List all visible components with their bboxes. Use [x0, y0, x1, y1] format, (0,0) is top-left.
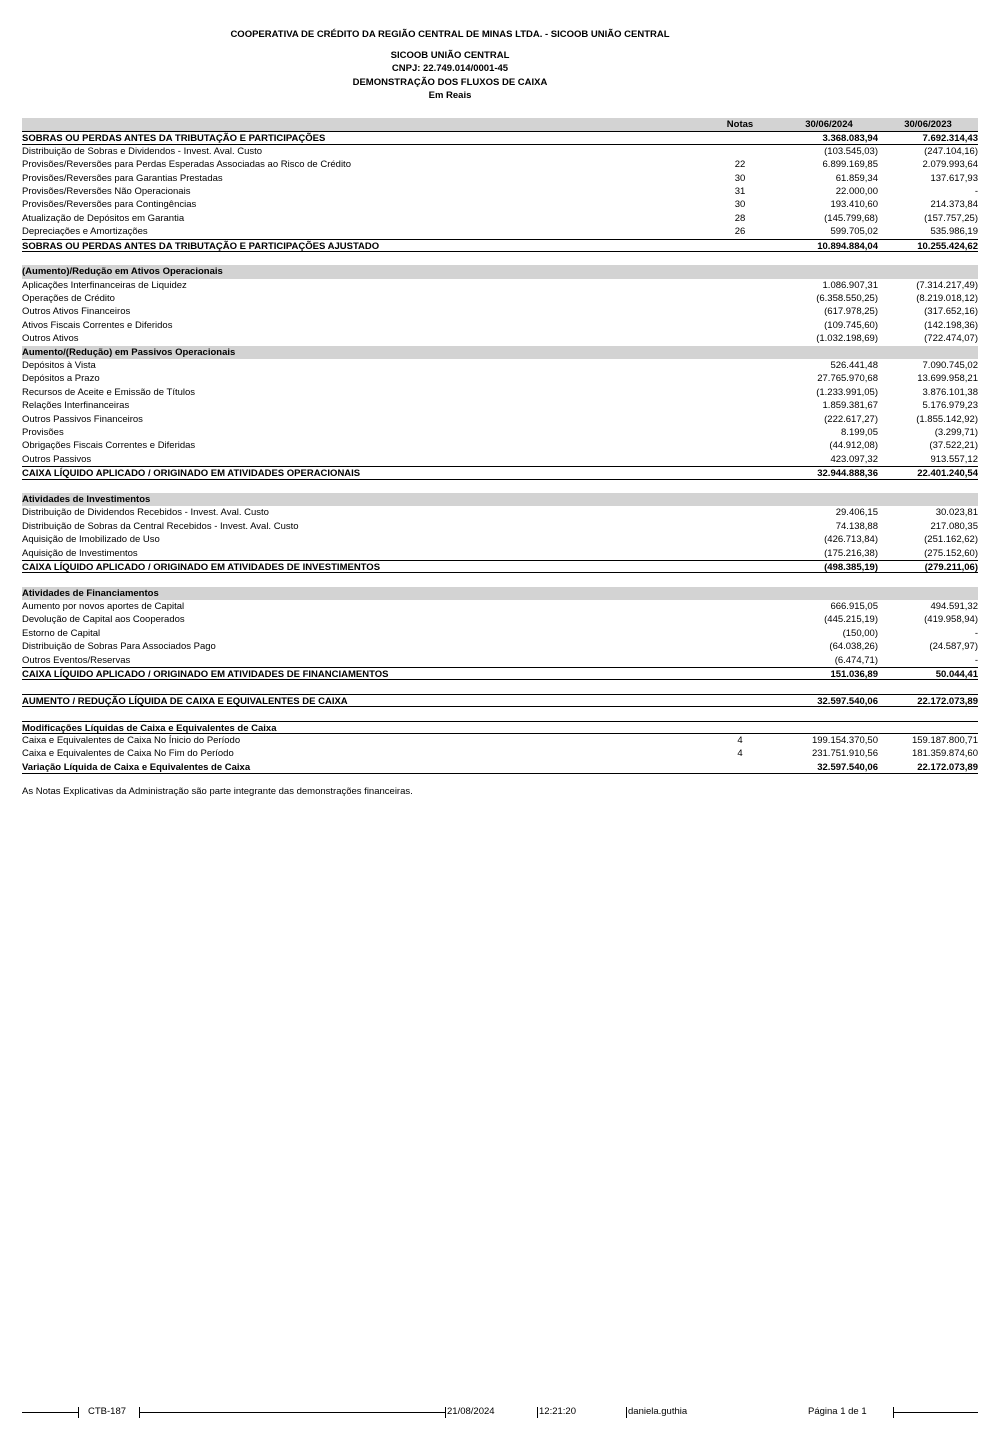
row-label: (Aumento)/Redução em Ativos Operacionais: [22, 266, 223, 278]
value-2023: 217.080,35: [930, 520, 978, 532]
table-row: [22, 305, 978, 318]
row-note: [700, 533, 780, 546]
value-2023: 5.176.979,23: [922, 400, 978, 412]
row-label: Modificações Líquidas de Caixa e Equivalentes de Caixa: [22, 722, 277, 733]
row-label: Depósitos a Prazo: [22, 373, 100, 385]
value-2024: (64.038,26): [829, 641, 878, 653]
row-note: [700, 640, 780, 653]
table-body: [22, 131, 978, 774]
table-row: [22, 225, 978, 238]
row-label: Recursos de Aceite e Emissão de Títulos: [22, 386, 196, 398]
currency-label: Em Reais: [428, 89, 472, 101]
table-row: [22, 654, 978, 667]
cnpj: CNPJ: 22.749.014/0001-45: [391, 63, 509, 75]
value-2023: 30.023,81: [935, 507, 978, 519]
value-2023: (275.152,60): [924, 547, 978, 559]
value-2023: 535.986,19: [930, 226, 978, 238]
report-code: CTB-187: [88, 1406, 127, 1417]
table-row: [22, 506, 978, 519]
value-2024: (175.216,38): [824, 547, 878, 559]
row-note: [700, 399, 780, 412]
subsection-header-row: [22, 721, 978, 734]
table-row: [22, 279, 978, 292]
row-note: [700, 305, 780, 318]
value-2023: [878, 346, 978, 359]
table-row: [22, 212, 978, 225]
row-label: Variação Líquida de Caixa e Equivalentes de Caixa: [22, 761, 251, 773]
value-2023: -: [974, 627, 978, 639]
row-note: [700, 145, 780, 158]
user-name: daniela.guthia: [628, 1406, 688, 1417]
row-label: Provisões/Reversões para Contingências: [22, 199, 197, 211]
explanatory-note: As Notas Explicativas da Administração são parte integrante das demonstrações financeiras.: [22, 786, 413, 797]
row-label: Depósitos à Vista: [22, 360, 96, 372]
footer-tick: [537, 1407, 538, 1418]
section-header-row: [22, 587, 978, 600]
table-row: [22, 613, 978, 626]
value-2024: (1.233.991,05): [816, 386, 878, 398]
value-2023: (3.299,71): [934, 426, 978, 438]
row-note: [700, 319, 780, 332]
table-row: [22, 319, 978, 332]
row-label: Outros Passivos Financeiros: [22, 413, 143, 425]
table-row: [22, 600, 978, 613]
company-name: COOPERATIVA DE CRÉDITO DA REGIÃO CENTRAL DE MINAS LTDA. - SICOOB UNIÃO CENTRAL: [230, 29, 670, 40]
header-notes: Notas: [726, 119, 754, 130]
value-2024: 8.199,05: [841, 426, 878, 438]
spacer-row: [22, 480, 978, 493]
value-2023: (7.314.217,49): [916, 279, 978, 291]
table-row: [22, 547, 978, 560]
row-note: [700, 346, 780, 359]
total-row: [22, 131, 978, 144]
table-row: [22, 747, 978, 760]
value-2024: [780, 587, 878, 600]
table-row: [22, 533, 978, 546]
row-note: [700, 627, 780, 640]
total-row: [22, 694, 978, 707]
value-2024: [780, 265, 878, 278]
value-2023: (247.104,16): [924, 145, 978, 157]
header-label: [22, 118, 700, 131]
row-note: [700, 132, 780, 143]
value-2024: 3.368.083,94: [822, 133, 878, 145]
report-header: [0, 29, 900, 102]
row-label: Caixa e Equivalentes de Caixa No Ínicio do Período: [22, 734, 241, 746]
row-note: [700, 265, 780, 278]
row-label: SOBRAS OU PERDAS ANTES DA TRIBUTAÇÃO E PARTICIPAÇÕES: [22, 133, 326, 144]
row-note: 31: [734, 185, 746, 197]
table-row: [22, 386, 978, 399]
row-note: 28: [734, 212, 746, 224]
row-note: [700, 587, 780, 600]
value-2024: 22.000,00: [835, 185, 878, 197]
row-label: Obrigações Fiscais Correntes e Diferidas: [22, 440, 196, 452]
value-2024: 27.765.970,68: [817, 373, 878, 385]
cash-flow-table: [22, 118, 978, 774]
row-note: 26: [734, 226, 746, 238]
value-2024: 32.597.540,06: [817, 695, 878, 707]
print-time: 12:21:20: [539, 1406, 576, 1417]
value-2023: 913.557,12: [930, 453, 978, 465]
value-2024: (222.617,27): [824, 413, 878, 425]
table-row: [22, 399, 978, 412]
row-note: [700, 761, 780, 773]
value-2023: (722.474,07): [924, 333, 978, 345]
row-note: [700, 372, 780, 385]
row-label: Atividades de Financiamentos: [22, 587, 159, 599]
row-label: Aumento por novos aportes de Capital: [22, 601, 185, 613]
value-2023: 22.401.240,54: [917, 468, 978, 480]
value-2024: (6.358.550,25): [816, 293, 878, 305]
row-note: [700, 722, 780, 733]
value-2024: (109.745,60): [824, 319, 878, 331]
value-2024: 599.705,02: [830, 226, 878, 238]
table-row: [22, 198, 978, 211]
row-note: [700, 506, 780, 519]
row-label: CAIXA LÍQUIDO APLICADO / ORIGINADO EM ATIVIDADES OPERACIONAIS: [22, 468, 361, 479]
row-note: [700, 359, 780, 372]
spacer-row: [22, 573, 978, 586]
row-label: Distribuição de Dividendos Recebidos - Invest. Aval. Custo: [22, 507, 269, 519]
row-note: [700, 654, 780, 667]
footer-tick: [78, 1407, 79, 1418]
value-2024: (6.474,71): [834, 654, 878, 666]
row-label: Caixa e Equivalentes de Caixa No Fim do Período: [22, 748, 234, 760]
page-number: Página 1 de 1: [808, 1406, 867, 1417]
table-row: [22, 145, 978, 158]
row-label: CAIXA LÍQUIDO APLICADO / ORIGINADO EM ATIVIDADES DE FINANCIAMENTOS: [22, 669, 389, 680]
value-2024: [780, 722, 878, 733]
value-2023: -: [974, 185, 978, 197]
row-note: [700, 561, 780, 572]
value-2023: 13.699.958,21: [917, 373, 978, 385]
row-note: [700, 332, 780, 345]
table-row: [22, 372, 978, 385]
value-2023: 2.079.993,64: [922, 159, 978, 171]
value-2023: 214.373,84: [930, 199, 978, 211]
row-label: Provisões: [22, 426, 64, 438]
value-2023: (251.162,62): [924, 534, 978, 546]
row-label: Atividades de Investimentos: [22, 493, 151, 505]
spacer-row: [22, 680, 978, 693]
section-header-row: [22, 493, 978, 506]
value-2023: 22.172.073,89: [917, 761, 978, 773]
row-label: Provisões/Reversões para Garantias Prestadas: [22, 172, 223, 184]
row-note: [700, 439, 780, 452]
table-row: [22, 158, 978, 171]
row-note: [700, 240, 780, 251]
row-note: 4: [737, 748, 743, 760]
row-label: Provisões/Reversões para Perdas Esperadas Associadas ao Risco de Crédito: [22, 159, 351, 171]
value-2024: 526.441,48: [830, 360, 878, 372]
value-2024: 32.944.888,36: [817, 468, 878, 480]
value-2023: [878, 587, 978, 600]
row-label: Ativos Fiscais Correntes e Diferidos: [22, 319, 173, 331]
total-row: [22, 466, 978, 479]
footer-rule: [22, 1412, 78, 1413]
footer-tick: [445, 1407, 446, 1418]
total-row: [22, 761, 978, 774]
print-date: 21/08/2024: [447, 1406, 495, 1417]
footer-rule: [139, 1412, 445, 1413]
value-2023: 181.359.874,60: [911, 748, 978, 760]
row-note: [700, 493, 780, 506]
table-row: [22, 734, 978, 747]
value-2023: 3.876.101,38: [922, 386, 978, 398]
row-label: Aquisição de Imobilizado de Uso: [22, 534, 160, 546]
row-label: Estorno de Capital: [22, 627, 101, 639]
value-2023: 10.255.424,62: [917, 240, 978, 252]
value-2023: 494.591,32: [930, 601, 978, 613]
value-2023: (142.198,36): [924, 319, 978, 331]
table-row: [22, 426, 978, 439]
value-2023: [878, 265, 978, 278]
row-note: [700, 292, 780, 305]
table-row: [22, 520, 978, 533]
row-note: [700, 413, 780, 426]
footer-tick: [626, 1407, 627, 1418]
row-label: Aquisição de Investimentos: [22, 547, 138, 559]
value-2024: (150,00): [842, 627, 878, 639]
section-header-row: [22, 346, 978, 359]
value-2024: (1.032.198,69): [816, 333, 878, 345]
row-label: Depreciações e Amortizações: [22, 226, 148, 238]
section-header-row: [22, 265, 978, 278]
row-note: [700, 520, 780, 533]
row-note: [700, 547, 780, 560]
table-row: [22, 413, 978, 426]
row-note: [700, 426, 780, 439]
footer-rule: [893, 1412, 978, 1413]
value-2023: -: [974, 654, 978, 666]
row-note: [700, 279, 780, 292]
value-2023: (37.522,21): [929, 440, 978, 452]
value-2023: 7.692.314,43: [922, 133, 978, 145]
row-note: [700, 600, 780, 613]
row-label: Distribuição de Sobras da Central Recebidos - Invest. Aval. Custo: [22, 520, 299, 532]
row-label: Provisões/Reversões Não Operacionais: [22, 185, 191, 197]
value-2024: (145.799,68): [824, 212, 878, 224]
value-2024: (426.713,84): [824, 534, 878, 546]
table-row: [22, 172, 978, 185]
value-2023: [878, 493, 978, 506]
table-row: [22, 640, 978, 653]
row-label: SOBRAS OU PERDAS ANTES DA TRIBUTAÇÃO E PARTICIPAÇÕES AJUSTADO: [22, 240, 380, 251]
value-2023: 7.090.745,02: [922, 360, 978, 372]
value-2024: 231.751.910,56: [811, 748, 878, 760]
spacer-row: [22, 707, 978, 720]
table-row: [22, 292, 978, 305]
row-note: 22: [734, 159, 746, 171]
value-2024: 151.036,89: [830, 669, 878, 681]
table-row: [22, 627, 978, 640]
short-name: SICOOB UNIÃO CENTRAL: [390, 50, 510, 61]
value-2024: 74.138,88: [835, 520, 878, 532]
value-2024: 193.410,60: [830, 199, 878, 211]
value-2023: [878, 722, 978, 733]
value-2024: [780, 346, 878, 359]
row-label: CAIXA LÍQUIDO APLICADO / ORIGINADO EM ATIVIDADES DE INVESTIMENTOS: [22, 561, 381, 573]
value-2023: 50.044,41: [935, 669, 978, 681]
table-header: [22, 118, 978, 131]
header-period-2024: 30/06/2024: [805, 119, 853, 130]
value-2023: (24.587,97): [929, 641, 978, 653]
table-row: [22, 453, 978, 466]
row-label: Outros Ativos: [22, 333, 79, 345]
row-label: Operações de Crédito: [22, 293, 115, 305]
row-label: Distribuição de Sobras Para Associados Pago: [22, 641, 216, 653]
row-label: Outros Passivos: [22, 453, 92, 465]
value-2023: (8.219.018,12): [916, 293, 978, 305]
table-row: [22, 439, 978, 452]
value-2024: 29.406,15: [835, 507, 878, 519]
value-2024: [780, 493, 878, 506]
value-2023: 137.617,93: [930, 172, 978, 184]
value-2024: (445.215,19): [824, 614, 878, 626]
row-label: Devolução de Capital aos Cooperados: [22, 614, 185, 626]
value-2023: 22.172.073,89: [917, 695, 978, 707]
statement-title: DEMONSTRAÇÃO DOS FLUXOS DE CAIXA: [352, 76, 548, 88]
row-label: Aplicações Interfinanceiras de Liquidez: [22, 279, 187, 291]
row-note: [700, 695, 780, 706]
value-2024: (617.978,25): [824, 306, 878, 318]
value-2023: (317.652,16): [924, 306, 978, 318]
value-2023: (419.958,94): [924, 614, 978, 626]
page-footer: [22, 1405, 978, 1419]
value-2024: 6.899.169,85: [822, 159, 878, 171]
row-note: [700, 386, 780, 399]
header-period-2023: 30/06/2023: [904, 119, 952, 130]
row-label: Relações Interfinanceiras: [22, 400, 130, 412]
value-2024: (498.385,19): [824, 561, 878, 573]
row-label: Distribuição de Sobras e Dividendos - Invest. Aval. Custo: [22, 145, 263, 157]
value-2024: 199.154.370,50: [811, 734, 878, 746]
table-row: [22, 185, 978, 198]
total-row: [22, 560, 978, 573]
spacer-row: [22, 252, 978, 265]
value-2023: (279.211,06): [924, 561, 978, 573]
total-row: [22, 239, 978, 252]
row-label: Outros Ativos Financeiros: [22, 306, 131, 318]
value-2023: (1.855.142,92): [916, 413, 978, 425]
value-2024: 423.097,32: [830, 453, 878, 465]
row-label: Outros Eventos/Reservas: [22, 654, 131, 666]
row-note: [700, 613, 780, 626]
value-2024: 666.915,05: [830, 601, 878, 613]
value-2023: 159.187.800,71: [911, 734, 978, 746]
value-2024: 1.859.381,67: [822, 400, 878, 412]
row-note: 30: [734, 172, 746, 184]
row-note: [700, 467, 780, 478]
value-2023: (157.757,25): [924, 212, 978, 224]
value-2024: 32.597.540,06: [817, 761, 878, 773]
value-2024: (103.545,03): [824, 145, 878, 157]
row-label: Aumento/(Redução) em Passivos Operacionais: [22, 346, 236, 358]
row-note: 30: [734, 199, 746, 211]
table-row: [22, 332, 978, 345]
value-2024: 61.859,34: [835, 172, 878, 184]
total-row: [22, 667, 978, 680]
row-label: Atualização de Depósitos em Garantia: [22, 212, 185, 224]
row-note: [700, 453, 780, 466]
row-label: AUMENTO / REDUÇÃO LÍQUIDA DE CAIXA E EQUIVALENTES DE CAIXA: [22, 695, 348, 707]
row-note: 4: [737, 734, 743, 746]
value-2024: 1.086.907,31: [822, 279, 878, 291]
value-2024: 10.894.884,04: [817, 240, 878, 252]
row-note: [700, 668, 780, 679]
table-row: [22, 359, 978, 372]
value-2024: (44.912,08): [829, 440, 878, 452]
